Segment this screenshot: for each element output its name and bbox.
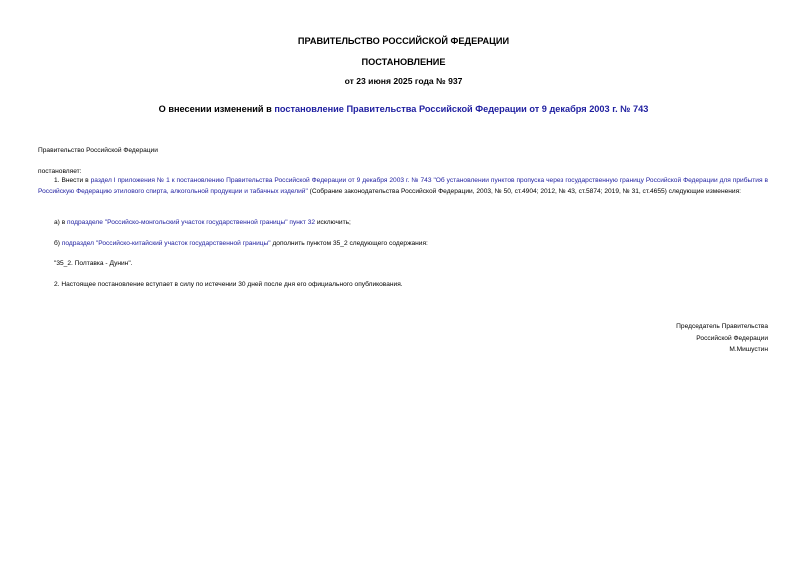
item-1-link[interactable]: раздел I приложения № 1 к постановлению Правительства Российской Федерации от 9 декабря 2003 г. № 743 "Об установлении пунктов пропуска через государственную границу Российской Федерации для прибытия в Российскую Федерацию этилового спирта, алкогольной продукции и табачных изделий" [38,177,768,195]
date-number-heading: от 23 июня 2025 года № 937 [344,76,463,86]
signature-position: Председатель Правительства [676,323,768,330]
item-1-text-start: 1. Внести в [54,177,91,184]
title-prefix: О внесении изменений в [158,104,275,114]
item-b-text-start: б) [54,240,62,247]
title-link[interactable]: постановление Правительства Российской Федерации от 9 декабря 2003 г. № 743 [274,104,649,114]
government-heading: ПРАВИТЕЛЬСТВО РОССИЙСКОЙ ФЕДЕРАЦИИ [297,36,510,46]
item-1-text-end: (Собрание законодательства Российской Федерации, 2003, № 50, ст.4904; 2012, № 43, ст.5874; 2019, № 31, ст.4655) следующие изменения: [307,188,741,195]
item-b-paragraph [54,238,428,249]
intro-text: Правительство Российской Федерации [38,147,158,154]
item-a-text-start: а) в [54,219,68,226]
item-a-link[interactable]: подразделе "Российско-монгольский участок государственной границы" пункт 32 [67,219,316,226]
item-b-link[interactable]: подраздел "Российско-китайский участок государственной границы" [61,240,271,247]
item-b-text-end: дополнить пунктом 35_2 следующего содержания: [270,240,428,247]
item-a-text-end: исключить; [315,219,351,226]
document-type-heading: ПОСТАНОВЛЕНИЕ [361,57,446,67]
item-2-paragraph: 2. Настоящее постановление вступает в силу по истечении 30 дней после дня его официального опубликования. [54,281,403,288]
item-a-paragraph [54,217,351,228]
quoted-item: "35_2. Полтавка - Дунин". [54,260,133,267]
signature-block [676,321,768,356]
signature-name: М.Мишустин [729,346,768,353]
document-title [0,104,807,114]
resolves-text: постановляет: [38,168,82,175]
signature-organization: Российской Федерации [696,334,768,342]
item-1-paragraph [38,175,768,197]
